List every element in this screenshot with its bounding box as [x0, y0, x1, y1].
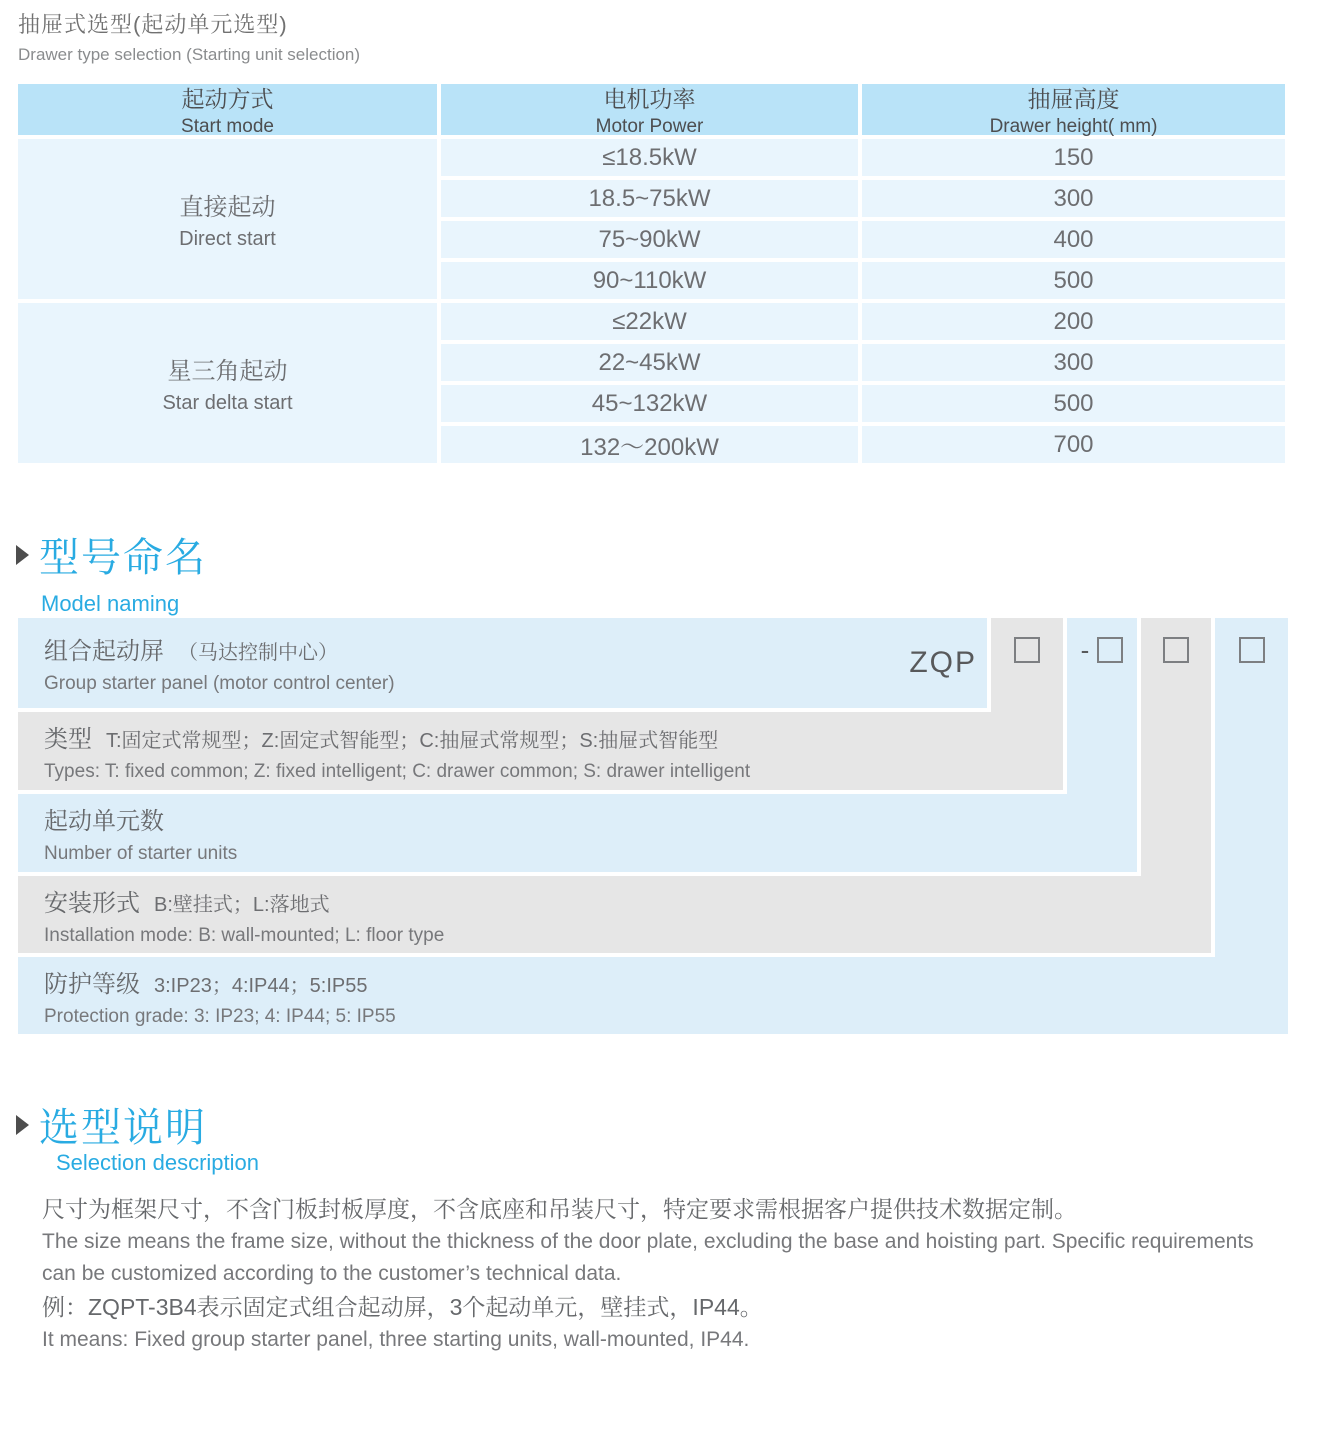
row-label-en: Installation mode: B: wall-mounted; L: floor type — [44, 924, 445, 946]
description-cn-2: 例：ZQPT-3B4表示固定式组合起动屏，3个起动单元，壁挂式，IP44。 — [42, 1294, 763, 1320]
row-text — [44, 631, 395, 695]
code-column-type — [991, 618, 1063, 790]
model-naming-diagram — [18, 618, 1288, 1034]
row-label-en: Group starter panel (motor control center) — [44, 673, 395, 694]
mode-en: Star delta start — [162, 392, 293, 414]
table-cell-height: 500 — [862, 385, 1285, 422]
table-cell-power: 45~132kW — [441, 385, 858, 422]
row-detail-cn: （马达控制中心） — [178, 642, 338, 664]
section-title-cn: 型号命名 — [39, 536, 207, 580]
header-cn: 电机功率 — [603, 86, 696, 112]
start-mode-star-delta-cell — [18, 303, 437, 463]
row-label-cn: 安装形式 — [44, 889, 140, 917]
diagram-row-starter-units — [18, 794, 1137, 872]
model-naming-section-heading — [16, 526, 207, 617]
table-cell-height: 150 — [862, 139, 1285, 176]
table-cell-height: 500 — [862, 262, 1285, 299]
model-code-box — [1014, 637, 1040, 663]
diagram-row-group-starter-panel — [18, 618, 987, 708]
table-cell-power: 75~90kW — [441, 221, 858, 258]
page-title-en: Drawer type selection (Starting unit selection) — [18, 45, 361, 64]
table-cell-height: 700 — [862, 426, 1285, 463]
description-en-1: The size means the frame size, without the thickness of the door plate, excluding the base and hoisting part. Specific requirements can be customized according to the customer’s technical data. — [42, 1230, 1254, 1285]
mode-cn: 直接起动 — [179, 194, 276, 221]
row-text — [44, 801, 237, 865]
description-cn-1: 尺寸为框架尺寸，不含门板封板厚度，不含底座和吊装尺寸，特定要求需根据客户提供技术数据定制。 — [42, 1196, 1077, 1222]
row-label-cn: 组合起动屏 — [44, 638, 164, 665]
row-label-cn: 类型 — [44, 726, 92, 753]
row-detail-cn: 3:IP23；4:IP44；5:IP55 — [154, 974, 368, 997]
section-title-cn: 选型说明 — [39, 1106, 207, 1150]
table-cell-power: 90~110kW — [441, 262, 858, 299]
page-title — [18, 8, 360, 65]
row-label-en: Types: T: fixed common; Z: fixed intelligent; C: drawer common; S: drawer intelligent — [44, 761, 751, 782]
page-title-cn: 抽屉式选型(起动单元选型) — [18, 12, 288, 37]
table-cell-power: 18.5~75kW — [441, 180, 858, 217]
model-code-box — [1163, 637, 1189, 663]
header-en: Motor Power — [595, 116, 704, 137]
row-text — [44, 719, 750, 783]
row-label-en: Number of starter units — [44, 843, 238, 864]
row-text — [44, 964, 396, 1028]
description-en-2: It means: Fixed group starter panel, three starting units, wall-mounted, IP44. — [42, 1328, 750, 1351]
triangle-bullet-icon — [16, 545, 29, 565]
code-column-installation — [1141, 618, 1211, 953]
table-cell-power: 22~45kW — [441, 344, 858, 381]
table-cell-height: 400 — [862, 221, 1285, 258]
row-label-cn: 起动单元数 — [44, 808, 164, 835]
table-cell-power: ≤22kW — [441, 303, 858, 340]
header-en: Start mode — [181, 116, 274, 137]
mode-en: Direct start — [179, 228, 276, 250]
row-text — [44, 883, 444, 947]
triangle-bullet-icon — [16, 1115, 29, 1135]
model-code-prefix: ZQP — [909, 646, 977, 679]
table-cell-height: 200 — [862, 303, 1285, 340]
table-cell-power: 132～200kW — [441, 426, 858, 463]
table-cell-height: 300 — [862, 180, 1285, 217]
selection-description-body — [42, 1192, 1292, 1356]
header-en: Drawer height( mm) — [989, 116, 1158, 137]
diagram-row-installation-mode — [18, 876, 1211, 953]
row-label-en: Protection grade: 3: IP23; 4: IP44; 5: IP55 — [44, 1005, 396, 1027]
diagram-row-protection-grade — [18, 957, 1288, 1034]
row-detail-cn: B:壁挂式；L:落地式 — [154, 893, 330, 916]
section-title-en: Model naming — [41, 591, 180, 616]
model-code-box — [1097, 637, 1123, 663]
mode-cn: 星三角起动 — [167, 358, 288, 385]
diagram-row-type — [18, 712, 1063, 790]
table-header-start-mode — [18, 84, 437, 135]
header-cn: 起动方式 — [181, 86, 274, 112]
code-column-protection — [1215, 618, 1288, 1034]
code-column-starter-units — [1067, 618, 1137, 872]
code-separator: - — [1080, 635, 1090, 665]
section-title-en: Selection description — [56, 1150, 260, 1175]
table-cell-height: 300 — [862, 344, 1285, 381]
selection-description-section-heading — [16, 1096, 207, 1153]
model-code-box — [1239, 637, 1265, 663]
table-cell-power: ≤18.5kW — [441, 139, 858, 176]
start-mode-direct-cell — [18, 139, 437, 299]
header-cn: 抽屉高度 — [1027, 86, 1120, 112]
row-label-cn: 防护等级 — [44, 970, 140, 998]
table-header-drawer-height — [862, 84, 1285, 135]
drawer-selection-table — [18, 84, 1285, 463]
row-detail-cn: T:固定式常规型；Z:固定式智能型；C:抽屉式常规型；S:抽屉式智能型 — [106, 730, 719, 752]
table-header-motor-power — [441, 84, 858, 135]
